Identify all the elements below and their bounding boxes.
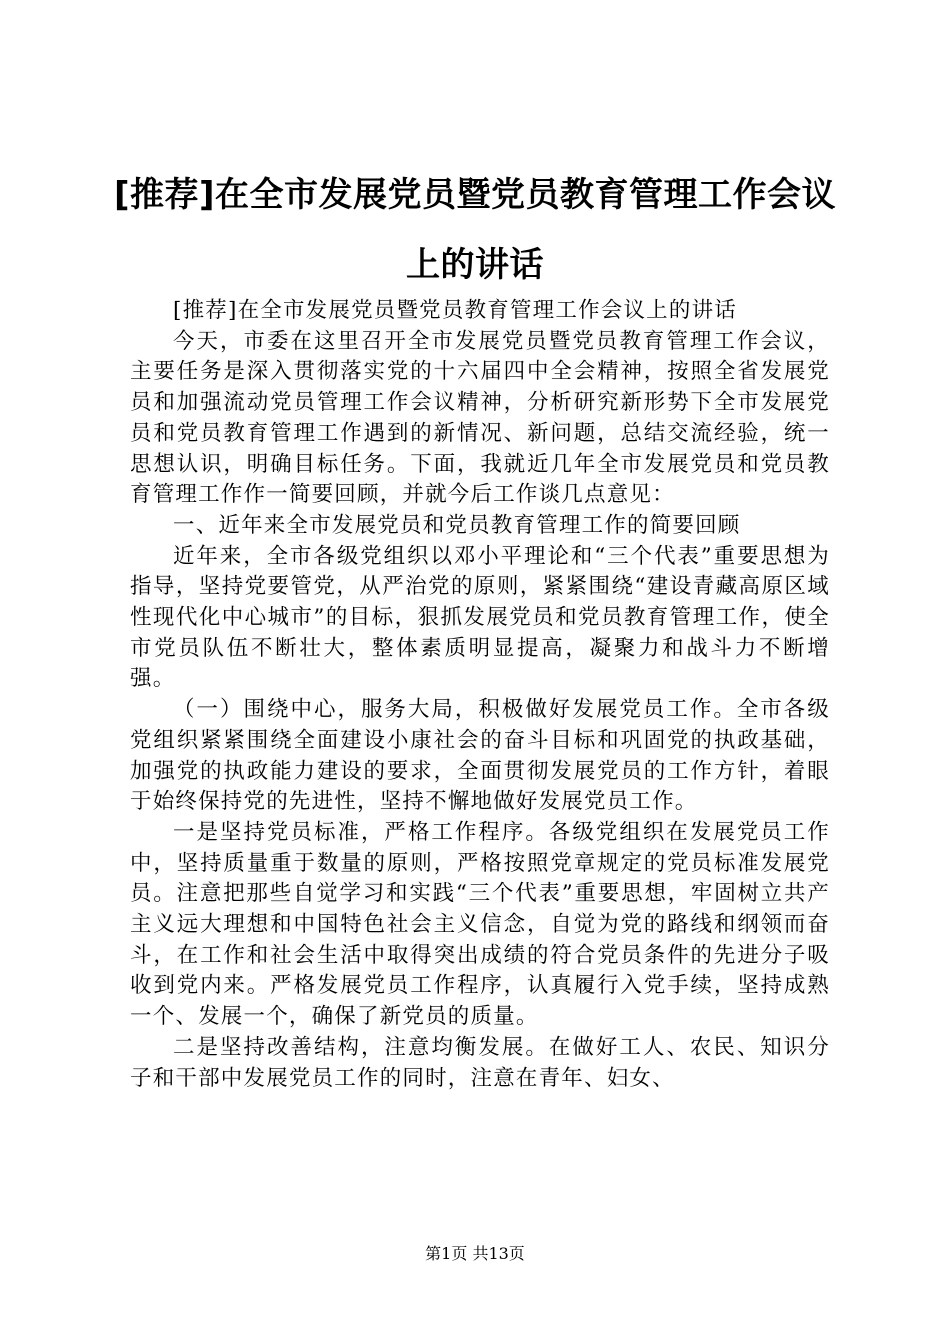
paragraph: 近年来，全市各级党组织以邓小平理论和“三个代表”重要思想为指导，坚持党要管党，从严治党的原则，紧紧围绕“建设青藏高原区域性现代化中心城市”的目标，狠抓发展党员和党员教育管理工作，使全市党员队伍不断壮大，整体素质明显提高，凝聚力和战斗力不断增强。: [130, 543, 830, 692]
paragraph: 一是坚持党员标准，严格工作程序。各级党组织在发展党员工作中，坚持质量重于数量的原则，严格按照党章规定的党员标准发展党员。注意把那些自觉学习和实践“三个代表”重要思想，牢固树立共产主义远大理想和中国特色社会主义信念，自觉为党的路线和纲领而奋斗，在工作和社会生活中取得突出成绩的符合党员条件的先进分子吸收到党内来。严格发展党员工作程序，认真履行入党手续，坚持成熟一个、发展一个，确保了新党员的质量。: [130, 819, 830, 1030]
paragraph: （一）围绕中心，服务大局，积极做好发展党员工作。全市各级党组织紧紧围绕全面建设小康社会的奋斗目标和巩固党的执政基础，加强党的执政能力建设的要求，全面贯彻发展党员的工作方针，着眼于始终保持党的先进性，坚持不懈地做好发展党员工作。: [130, 697, 830, 815]
paragraph: 二是坚持改善结构，注意均衡发展。在做好工人、农民、知识分子和干部中发展党员工作的同时，注意在青年、妇女、: [130, 1034, 830, 1091]
document-title: [推荐]在全市发展党员暨党员教育管理工作会议上的讲话: [113, 175, 837, 285]
section-heading: 一、近年来全市发展党员和党员教育管理工作的简要回顾: [173, 512, 741, 538]
paragraph: 今天，市委在这里召开全市发展党员暨党员教育管理工作会议，主要任务是深入贯彻落实党的十六届四中全会精神，按照全省发展党员和加强流动党员管理工作会议精神，分析研究新形势下全市发展党员和党员教育管理工作遇到的新情况、新问题，总结交流经验，统一思想认识，明确目标任务。下面，我就近几年全市发展党员和党员教育管理工作作一简要回顾，并就今后工作谈几点意见：: [130, 328, 830, 508]
page-number-footer: 第1页 共13页: [425, 1244, 525, 1263]
document-body: [130, 296, 830, 1094]
paragraph: [推荐]在全市发展党员暨党员教育管理工作会议上的讲话: [173, 298, 737, 323]
